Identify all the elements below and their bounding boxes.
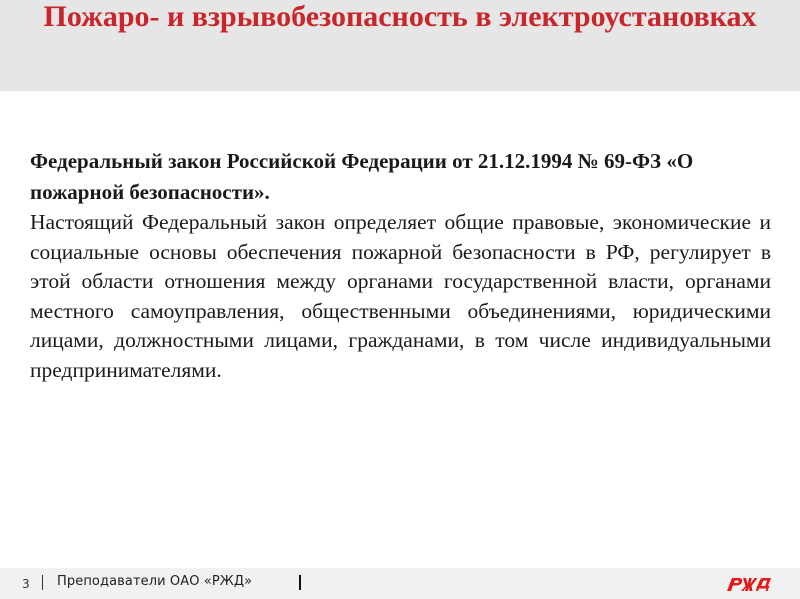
rzd-logo-icon (725, 574, 775, 594)
title-bar (0, 0, 800, 91)
slide-title: Пожаро- и взрывобезопасность в электроустановках (43, 0, 757, 33)
footer-divider-right (299, 575, 301, 590)
slide-content (30, 146, 771, 385)
law-heading: Федеральный закон Российской Федерации от 21.12.1994 № 69-ФЗ «О пожарной безопасности». (30, 149, 694, 204)
law-body-text: Настоящий Федеральный закон определяет общие правовые, экономические и социальные основы обеспечения пожарной безопасности в РФ, регулирует в этой области отношения между органами государственной власти, органами местного самоуправления, общественными объединениями, юридическими лицами, должностными лицами, гражданами, в том числе индивидуальными предпринимателями. (30, 210, 771, 382)
footer-text: Преподаватели ОАО «РЖД» (57, 574, 253, 589)
page-number: 3 (22, 577, 30, 591)
footer-bar (0, 568, 800, 599)
footer-divider-left (42, 575, 43, 590)
